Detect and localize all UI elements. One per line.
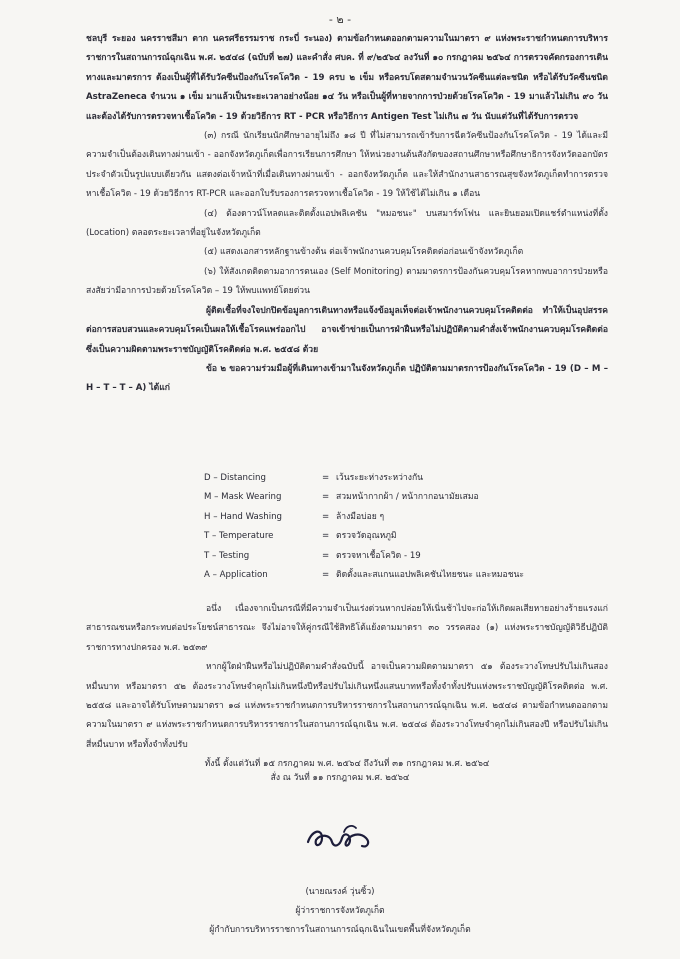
paragraph-urgency: อนึ่ง เนื่องจากเป็นกรณีที่มีความจำเป็นเร่งด่วนหากปล่อยให้เนิ่นช้าไปจะก่อให้เกิดผลเสียหายอย่างร้ายแรงแก่สาธารณชนหรือกระทบต่อประโยชน์สาธารณะ จึงไม่อาจให้คู่กรณีใช้สิทธิโต้แย้งตามมาตรา ๓๐ วรรคสอง (๑) แห่งพระราชบัญญัติวิธีปฏิบัติราชการทางปกครอง พ.ศ. ๒๕๓๙ bbox=[86, 604, 608, 653]
order-date: สั่ง ณ วันที่ ๑๑ กรกฎาคม พ.ศ. ๒๕๖๔ bbox=[270, 773, 410, 783]
signature-image bbox=[300, 812, 380, 862]
measure-row bbox=[204, 508, 564, 527]
signer-authority: ผู้กำกับการบริหารราชการในสถานการณ์ฉุกเฉินในเขตพื้นที่จังหวัดภูเก็ต bbox=[209, 925, 471, 935]
measure-key: A – Application bbox=[204, 570, 268, 581]
measure-key: H – Hand Washing bbox=[204, 511, 283, 522]
equals-sign: = bbox=[322, 473, 330, 483]
equals-sign: = bbox=[322, 570, 330, 581]
closing-text bbox=[86, 600, 608, 775]
measure-key: M – Mask Wearing bbox=[204, 492, 282, 503]
measure-value: ติดตั้งและสแกนแอปพลิเคชันไทยชนะ และหมอชนะ bbox=[336, 570, 525, 581]
measure-row bbox=[204, 469, 564, 488]
signer-title: ผู้ว่าราชการจังหวัดภูเก็ต bbox=[295, 906, 385, 916]
dmhtta-measures bbox=[204, 469, 564, 585]
equals-sign: = bbox=[322, 531, 330, 542]
paragraph-item-4: (๔) ต้องดาวน์โหลดและติดตั้งแอปพลิเคชัน "หมอชนะ" บนสมาร์ทโฟน และยินยอมเปิดแชร์ตำแหน่งที่ตั้ง (Location) ตลอดระยะเวลาที่อยู่ในจังหวัดภูเก็ต bbox=[86, 208, 608, 239]
paragraph-clause-2: ข้อ ๒ ขอความร่วมมือผู้ที่เดินทางเข้ามาในจังหวัดภูเก็ต ปฏิบัติตามมาตรการป้องกันโรคโควิด - 19 (D – M – H – T – T – A) ได้แก่ bbox=[86, 363, 608, 394]
measure-row bbox=[204, 547, 564, 566]
measure-row bbox=[204, 488, 564, 507]
measure-value: ตรวจหาเชื้อโควิด - 19 bbox=[336, 550, 421, 561]
paragraph-item-3: (๓) กรณี นักเรียนนักศึกษาอายุไม่ถึง ๑๘ ปี ที่ไม่สามารถเข้ารับการฉีดวัคซีนป้องกันโรคโควิด - 19 ได้และมีความจำเป็นต้องเดินทางผ่านเข้า - ออกจังหวัดภูเก็ตเพื่อการเรียนการศึกษา ให้หน่วยงานต้นสังกัดของสถานศึกษาหรือศึกษาธิการจังหวัดออกบัตรประจำตัวเป็นรูปแบบเดียวกัน แสดงต่อเจ้าหน้าที่เมื่อเดินทางผ่านเข้า - ออกจังหวัดภูเก็ต และให้สำนักงานสาธารณสุขจังหวัดภูเก็ตทำการตรวจหาเชื้อโควิด - 19 ด้วยวิธีการ RT-PCR และออกใบรับรองการตรวจหาเชื้อโควิด - 19 ให้ใช้ได้ไม่เกิน ๑ เดือน bbox=[86, 131, 608, 200]
measure-value: เว้นระยะห่างระหว่างกัน bbox=[336, 473, 424, 483]
measure-row bbox=[204, 566, 564, 585]
measure-value: ตรวจวัดอุณหภูมิ bbox=[336, 531, 397, 542]
measure-value: สวมหน้ากากผ้า / หน้ากากอนามัยเสมอ bbox=[336, 492, 479, 503]
measure-key: T – Temperature bbox=[204, 531, 274, 542]
measure-key: D – Distancing bbox=[204, 473, 266, 483]
measure-row bbox=[204, 527, 564, 546]
measure-value: ล้างมือบ่อย ๆ bbox=[336, 511, 385, 522]
effective-period: ทั้งนี้ ตั้งแต่วันที่ ๑๕ กรกฎาคม พ.ศ. ๒๕๖๔ ถึงวันที่ ๓๑ กรกฎาคม พ.ศ. ๒๕๖๔ bbox=[204, 759, 490, 770]
body-text bbox=[86, 30, 608, 399]
paragraph-item-6: (๖) ให้สังเกตติดตามอาการตนเอง (Self Monitoring) ตามมาตรการป้องกันควบคุมโรคหากพบอาการป่วยหรือสงสัยว่ามีอาการป่วยด้วยโรคโควิด – 19 ให้พบแพทย์โดยด่วน bbox=[86, 266, 608, 297]
equals-sign: = bbox=[322, 492, 330, 503]
signer-name: (นายณรงค์ วุ่นซิ้ว) bbox=[305, 887, 375, 897]
paragraph-penalty: หากผู้ใดฝ่าฝืนหรือไม่ปฏิบัติตามคำสั่งฉบับนี้ อาจเป็นความผิดตามมาตรา ๕๑ ต้องระวางโทษปรับไม่เกินสองหมื่นบาท หรือมาตรา ๕๒ ต้องระวางโทษจำคุกไม่เกินหนึ่งปีหรือปรับไม่เกินหนึ่งแสนบาทหรือทั้งจำทั้งปรับแห่งพระราชบัญญัติโรคติดต่อ พ.ศ. ๒๕๕๘ และอาจได้รับโทษตามมาตรา ๑๘ แห่งพระราชกำหนดการบริหารราชการในสถานการณ์ฉุกเฉิน พ.ศ. ๒๕๔๘ ตามข้อกำหนดออกตามความในมาตรา ๙ แห่งพระราชกำหนดการบริหารราชการในสถานการณ์ฉุกเฉิน พ.ศ. ๒๕๔๘ ต้องระวางโทษจำคุกไม่เกินสองปี หรือปรับไม่เกินสี่หมื่นบาท หรือทั้งจำทั้งปรับ bbox=[86, 662, 608, 750]
equals-sign: = bbox=[322, 550, 330, 561]
paragraph-item-5: (๕) แสดงเอกสารหลักฐานข้างต้น ต่อเจ้าพนักงานควบคุมโรคติดต่อก่อนเข้าจังหวัดภูเก็ต bbox=[204, 247, 524, 258]
paragraph-concealment: ผู้ติดเชื้อที่จงใจปกปิดข้อมูลการเดินทางหรือแจ้งข้อมูลเท็จต่อเจ้าพนักงานควบคุมโรคติดต่อ ทำให้เป็นอุปสรรคต่อการสอบสวนและควบคุมโรคเป็นผลให้เชื้อโรคแพร่ออกไป อาจเข้าข่ายเป็นการฝ่าฝืนหรือไม่ปฏิบัติตามคำสั่งเจ้าพนักงานควบคุมโรคติดต่อ ซึ่งเป็นความผิดตามพระราชบัญญัติโรคติดต่อ พ.ศ. ๒๕๕๘ ด้วย bbox=[86, 305, 608, 355]
signer-block bbox=[0, 883, 680, 940]
page-number: - ๒ - bbox=[328, 13, 352, 26]
paragraph-conditions: ชลบุรี ระยอง นครราชสีมา ตาก นครศรีธรรมราช กระบี่ ระนอง) ตามข้อกำหนดออกตามความในมาตรา ๙ แห่งพระราชกำหนดการบริหารราชการในสถานการณ์ฉุกเฉิน พ.ศ. ๒๕๔๘ (ฉบับที่ ๒๗) และคำสั่ง ศบค. ที่ ๙/๒๕๖๔ ลงวันที่ ๑๐ กรกฎาคม ๒๕๖๔ การตรวจคัดกรองการเดินทางและมาตรการ ต้องเป็นผู้ที่ได้รับวัคซีนป้องกันโรคโควิด - 19 ครบ ๒ เข็ม หรือครบโดสตามจำนวนวัคซีนแต่ละชนิด หรือได้รับวัคซีนชนิด AstraZeneca จำนวน ๑ เข็ม มาแล้วเป็นระยะเวลาอย่างน้อย ๑๔ วัน หรือเป็นผู้ที่หายจากการป่วยด้วยโรคโควิด - 19 มาแล้วไม่เกิน ๙๐ วัน และต้องได้รับการตรวจหาเชื้อโควิด - 19 ด้วยวิธีการ RT - PCR หรือวิธีการ Antigen Test ไม่เกิน ๗ วัน นับแต่วันที่ได้รับการตรวจ bbox=[86, 34, 608, 122]
equals-sign: = bbox=[322, 511, 330, 522]
measure-key: T – Testing bbox=[204, 550, 250, 561]
